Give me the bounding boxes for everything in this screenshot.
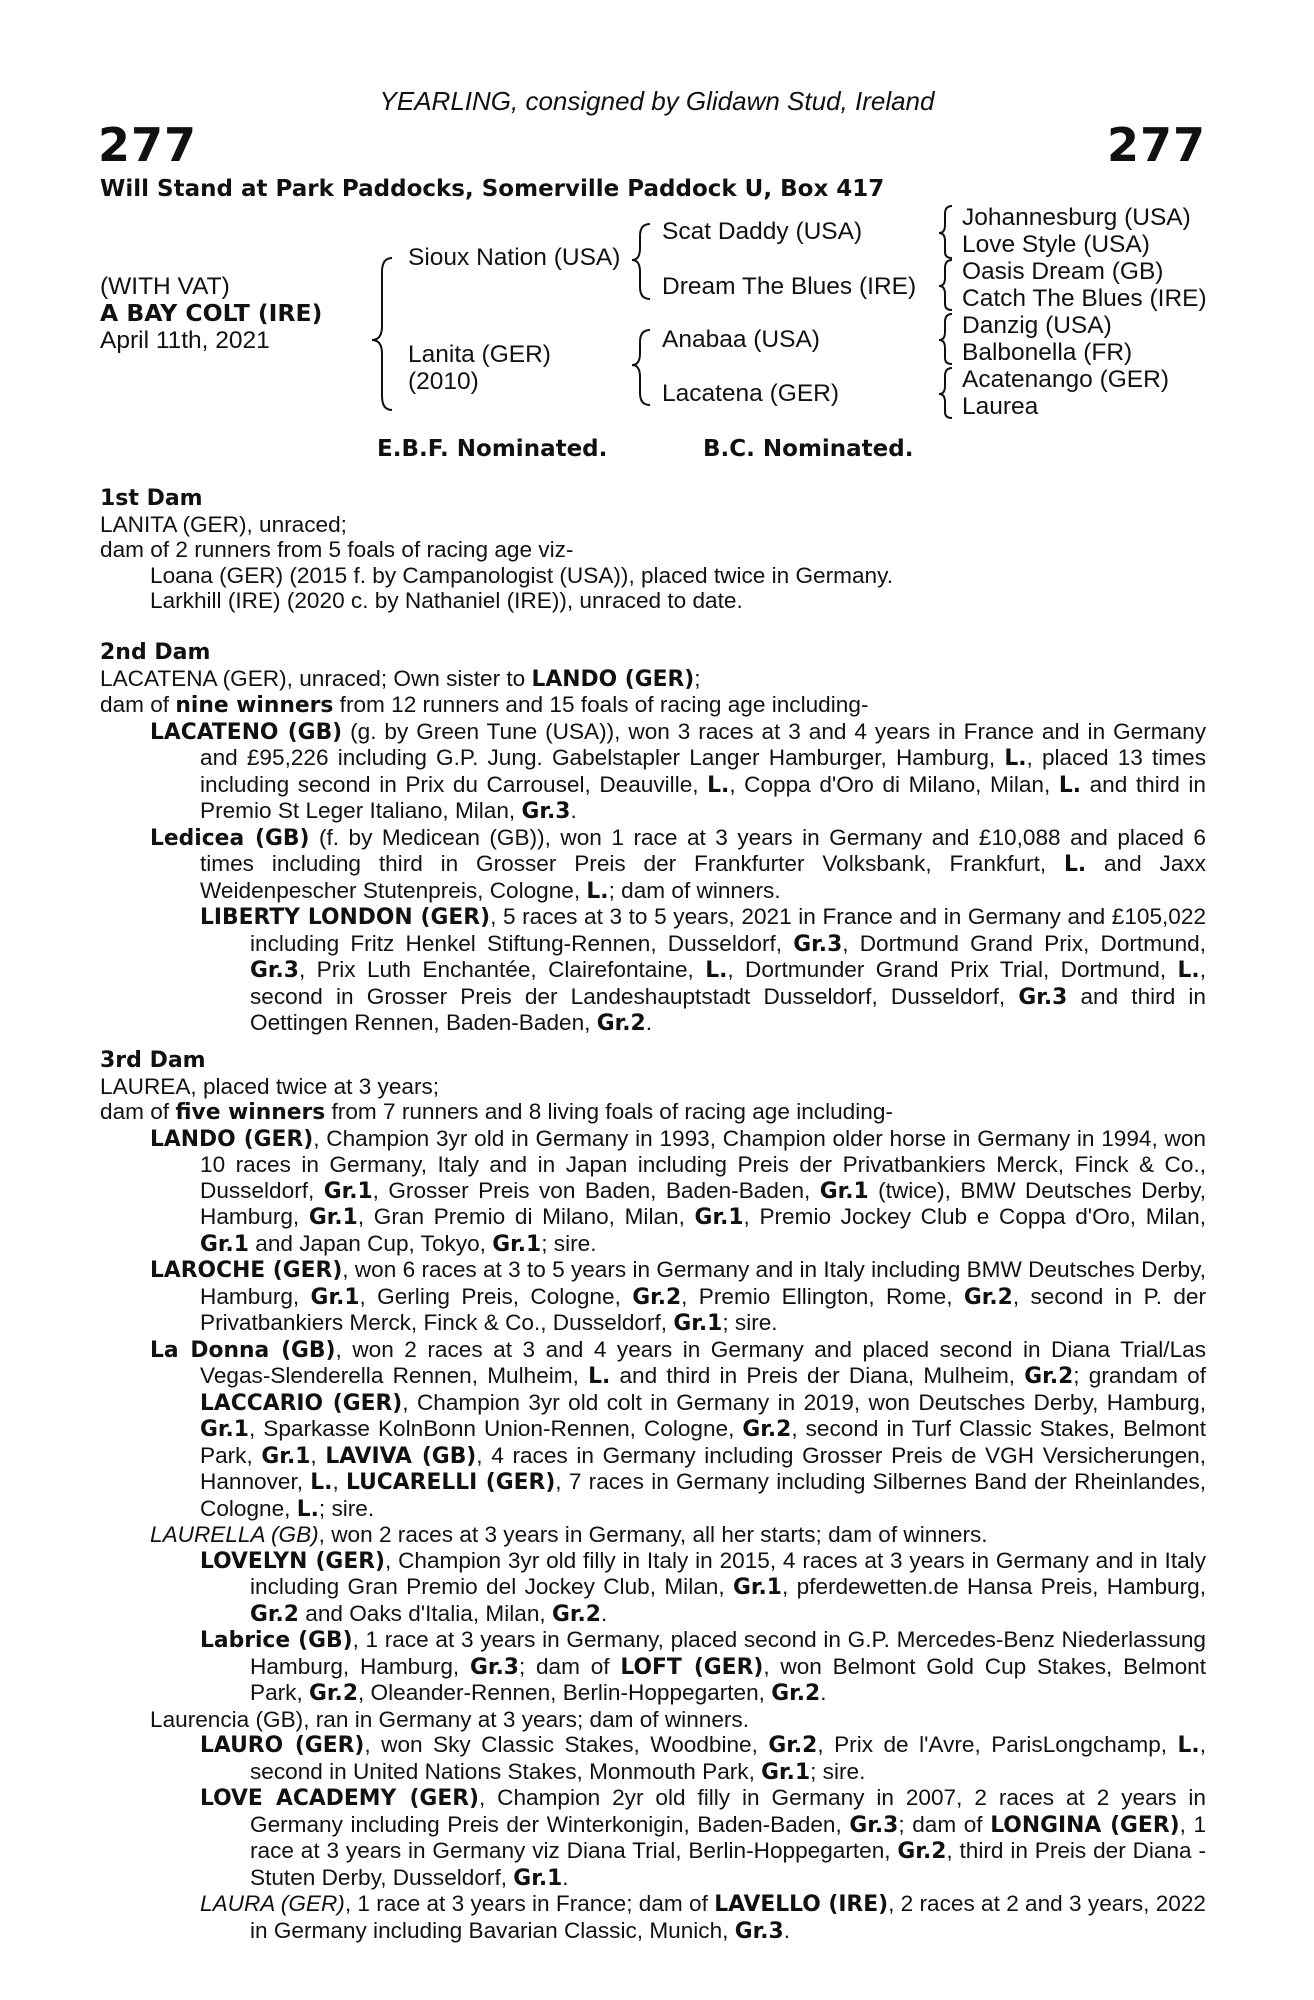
produce-entry: LAURELLA (GB), won 2 races at 3 years in Germany, all her starts; dam of winners.: [150, 1522, 988, 1547]
produce-entry: LOVELYN (GER), Champion 3yr old filly in Italy in 2015, 4 races at 3 years in Germany and in Italy including Gran Premio del Jockey Club, Milan, Gr.1, pferdewetten.de Hansa Preis, Hamburg, Gr.2 and Oaks d'Italia, Milan, Gr.2.: [200, 1547, 1206, 1627]
ebf-nomination: E.B.F. Nominated.: [377, 436, 608, 462]
dam-line: LACATENA (GER), unraced; Own sister to LANDO (GER);: [100, 665, 701, 692]
third-dam-section: [100, 1048, 1206, 1944]
bc-nomination: B.C. Nominated.: [703, 436, 914, 462]
produce-entry: Labrice (GB), 1 race at 3 years in Germany, placed second in G.P. Mercedes-Benz Niederlassung Hamburg, Hamburg, Gr.3; dam of LOFT (GER), won Belmont Gold Cup Stakes, Belmont Park, Gr.2, Oleander-Rennen, Berlin-Hoppegarten, Gr.2.: [200, 1627, 1206, 1706]
produce-entry: LANDO (GER), Champion 3yr old in Germany in 1993, Champion older horse in Germany in 1994, won 10 races in Germany, Italy and in Japan including Preis der Privatbankiers Merck, Finck & Co., Dusseldorf, Gr.1, Grosser Preis von Baden, Baden-Baden, Gr.1 (twice), BMW Deutsches Derby, Hamburg, Gr.1, Gran Premio di Milano, Milan, Gr.1, Premio Jockey Club e Coppa d'Oro, Milan, Gr.1 and Japan Cup, Tokyo, Gr.1; sire.: [150, 1125, 1206, 1257]
produce-entry: Ledicea (GB) (f. by Medicean (GB)), won 1 race at 3 years in Germany and £10,088 and placed 6 times including third in Grosser Preis der Frankfurter Volksbank, Frankfurt, L. and Jaxx Weidenpescher Stutenpreis, Cologne, L.; dam of winners.: [150, 824, 1206, 904]
foaling-date: April 11th, 2021: [100, 327, 270, 354]
first-dam-section: [100, 486, 1206, 614]
dam-sire-sire: Danzig (USA): [962, 312, 1112, 339]
produce-summary: dam of nine winners from 12 runners and 15 foals of racing age including-: [100, 692, 869, 718]
dam-year: (2010): [408, 368, 479, 395]
dam-line: LAUREA, placed twice at 3 years;: [100, 1073, 440, 1099]
sire: Sioux Nation (USA): [408, 244, 621, 271]
dam-dam-sire: Acatenango (GER): [962, 366, 1169, 393]
sire-dam: Dream The Blues (IRE): [662, 273, 917, 300]
produce-entry: LAURO (GER), won Sky Classic Stakes, Woodbine, Gr.2, Prix de l'Avre, ParisLongchamp, L., second in United Nations Stakes, Monmouth Park, Gr.1; sire.: [200, 1732, 1206, 1785]
consignor-line: YEARLING, consigned by Glidawn Stud, Ireland: [379, 86, 935, 116]
produce-summary: dam of five winners from 7 runners and 8 living foals of racing age including-: [100, 1099, 893, 1125]
dam-sire-dam: Balbonella (FR): [962, 339, 1133, 366]
produce-entry: La Donna (GB), won 2 races at 3 and 4 years in Germany and placed second in Diana Trial/Las Vegas-Slenderella Rennen, Mulheim, L. and third in Preis der Diana, Mulheim, Gr.2; grandam of LACCARIO (GER), Champion 3yr old colt in Germany in 2019, won Deutsches Derby, Hamburg, Gr.1, Sparkasse KolnBonn Union-Rennen, Cologne, Gr.2, second in Turf Classic Stakes, Belmont Park, Gr.1, LAVIVA (GB), 4 races in Germany including Grosser Preis de VGH Versicherungen, Hannover, L., LUCARELLI (GER), 7 races in Germany including Silbernes Band der Rheinlandes, Cologne, L.; sire.: [150, 1336, 1207, 1522]
section-heading: 3rd Dam: [100, 1048, 206, 1073]
dam-sire: Anabaa (USA): [662, 326, 820, 353]
produce-entry: LIBERTY LONDON (GER), 5 races at 3 to 5 years, 2021 in France and in Germany and £105,022 including Fritz Henkel Stiftung-Rennen, Dusseldorf, Gr.3, Dortmund Grand Prix, Dortmund, Gr.3, Prix Luth Enchantée, Clairefontaine, L., Dortmunder Grand Prix Trial, Dortmund, L., second in Grosser Preis der Landeshauptstadt Dusseldorf, Dusseldorf, Gr.3 and third in Oettingen Rennen, Baden-Baden, Gr.2.: [200, 904, 1207, 1036]
stabling-line: Will Stand at Park Paddocks, Somerville Paddock U, Box 417: [100, 176, 885, 202]
dam-dam-dam: Laurea: [962, 393, 1039, 420]
lot-number-right: 277: [1106, 118, 1206, 172]
sire-sire: Scat Daddy (USA): [662, 218, 863, 245]
produce-entry: LAURA (GER), 1 race at 3 years in France; dam of LAVELLO (IRE), 2 races at 2 and 3 years, 2022 in Germany including Bavarian Classic, Munich, Gr.3.: [200, 1891, 1206, 1944]
produce-entry: Larkhill (IRE) (2020 c. by Nathaniel (IRE)), unraced to date.: [150, 588, 743, 613]
sire-dam-sire: Oasis Dream (GB): [962, 258, 1164, 285]
sire-sire-sire: Johannesburg (USA): [962, 204, 1191, 231]
dam-line: LANITA (GER), unraced;: [100, 511, 347, 537]
lot-number-left: 277: [98, 118, 198, 172]
produce-entry: LOVE ACADEMY (GER), Champion 2yr old filly in Germany in 2007, 2 races at 2 years in Germany including Preis der Winterkonigin, Baden-Baden, Gr.3; dam of LONGINA (GER), 1 race at 3 years in Germany viz Diana Trial, Berlin-Hoppegarten, Gr.2, third in Preis der Diana - Stuten Derby, Dusseldorf, Gr.1.: [200, 1785, 1207, 1891]
section-heading: 2nd Dam: [100, 640, 211, 665]
produce-entry: LACATENO (GB) (g. by Green Tune (USA)), won 3 races at 3 and 4 years in France and in Germany and £95,226 including G.P. Jung. Gabelstapler Langer Hamburger, Hamburg, L., placed 13 times including second in Prix du Carrousel, Deauville, L., Coppa d'Oro di Milano, Milan, L. and third in Premio St Leger Italiano, Milan, Gr.3.: [150, 718, 1206, 824]
sire-dam-dam: Catch The Blues (IRE): [962, 285, 1207, 312]
dam: Lanita (GER): [408, 341, 551, 368]
section-heading: 1st Dam: [100, 486, 203, 511]
sire-sire-dam: Love Style (USA): [962, 231, 1150, 258]
vat-note: (WITH VAT): [100, 273, 230, 300]
produce-entry: Loana (GER) (2015 f. by Campanologist (USA)), placed twice in Germany.: [150, 562, 893, 588]
dam-dam: Lacatena (GER): [662, 380, 840, 407]
produce-entry: Laurencia (GB), ran in Germany at 3 years; dam of winners.: [150, 1706, 749, 1732]
horse-name: A BAY COLT (IRE): [100, 299, 323, 327]
produce-entry: LAROCHE (GER), won 6 races at 3 to 5 years in Germany and in Italy including BMW Deutsches Derby, Hamburg, Gr.1, Gerling Preis, Cologne, Gr.2, Premio Ellington, Rome, Gr.2, second in P. der Privatbankiers Merck, Finck & Co., Dusseldorf, Gr.1; sire.: [150, 1257, 1206, 1336]
second-dam-section: [100, 640, 1206, 1037]
produce-summary: dam of 2 runners from 5 foals of racing age viz-: [100, 537, 574, 562]
